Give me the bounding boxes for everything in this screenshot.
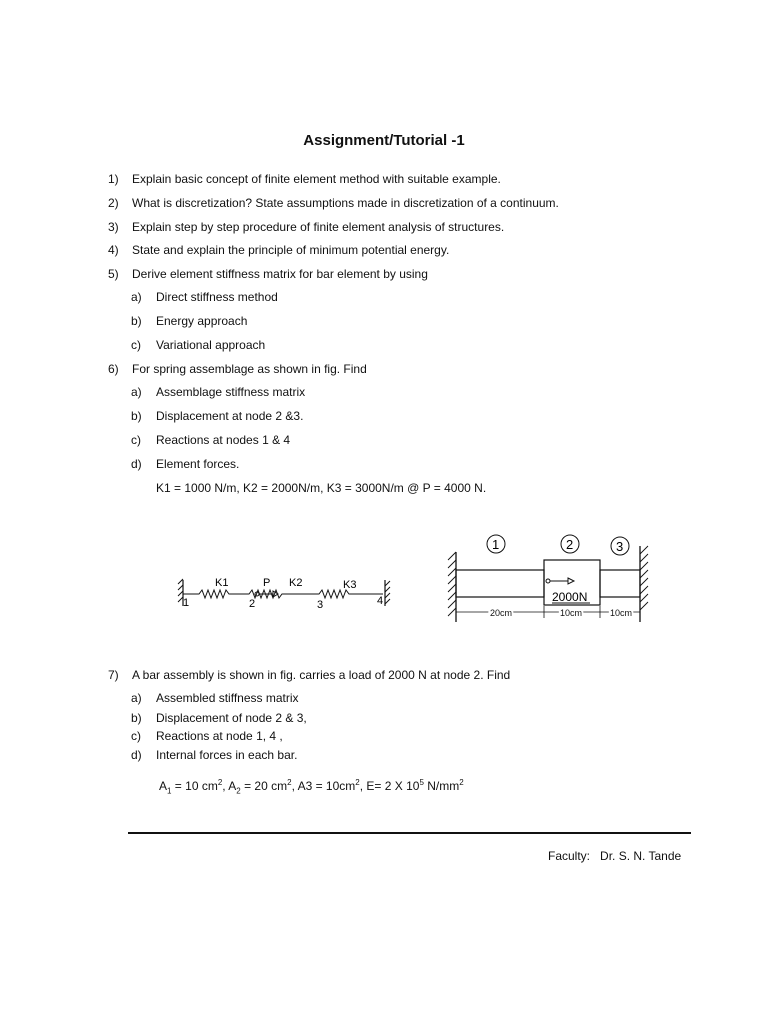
- spring-label-k1: K1: [215, 577, 229, 589]
- spring-node-3: 3: [317, 599, 324, 611]
- bar-load-label: 2000N: [552, 590, 588, 604]
- spring-label-p: P: [263, 577, 271, 589]
- spring-node-1: 1: [183, 597, 190, 609]
- question-6: 6) For spring assemblage as shown in fig. Find: [108, 362, 367, 376]
- question-7d: d) Internal forces in each bar.: [131, 748, 298, 762]
- page-title: Assignment/Tutorial -1: [303, 132, 465, 149]
- question-4: 4) State and explain the principle of minimum potential energy.: [108, 243, 450, 257]
- question-6b: b) Displacement at node 2 &3.: [131, 409, 304, 423]
- question-5c: c) Variational approach: [131, 338, 266, 352]
- bar-dimension-3: 10cm: [610, 608, 633, 618]
- question-1: 1) Explain basic concept of finite element method with suitable example.: [108, 172, 501, 186]
- question-5: 5) Derive element stiffness matrix for bar element by using: [108, 267, 428, 281]
- question-5b: b) Energy approach: [131, 314, 248, 328]
- bar-assembly-figure: [442, 530, 660, 630]
- spring-label-k2: K2: [289, 577, 303, 589]
- question-6-given: K1 = 1000 N/m, K2 = 2000N/m, K3 = 3000N/m @ P = 4000 N.: [156, 481, 487, 495]
- bar-element-3: 3: [616, 539, 624, 554]
- bar-dimension-1: 20cm: [490, 608, 513, 618]
- question-5a: a) Direct stiffness method: [131, 290, 278, 304]
- question-7b: b) Displacement of node 2 & 3,: [131, 711, 307, 725]
- spring-assemblage-figure: [175, 570, 415, 620]
- question-7: 7) A bar assembly is shown in fig. carries a load of 2000 N at node 2. Find: [108, 668, 511, 682]
- faculty-signature: Faculty: Dr. S. N. Tande: [548, 849, 682, 863]
- question-7-given: $A_1 = 10$ $cm^2$, $A_2 = 20$ $cm^2$, $A3 = 10cm^2$, E= 2 X $10^5$ $N/mm^2$: [159, 778, 464, 796]
- question-6a: a) Assemblage stiffness matrix: [131, 385, 306, 399]
- spring-label-k3: K3: [343, 579, 357, 591]
- bar-element-1: 1: [492, 537, 500, 552]
- footer-divider: [128, 832, 691, 834]
- bar-dimension-2: 10cm: [560, 608, 583, 618]
- question-7c: c) Reactions at node 1, 4 ,: [131, 729, 283, 743]
- spring-node-4: 4: [377, 595, 384, 607]
- question-7a: a) Assembled stiffness matrix: [131, 691, 299, 705]
- question-6c: c) Reactions at nodes 1 & 4: [131, 433, 291, 447]
- spring-node-2: 2: [249, 598, 256, 610]
- question-2: 2) What is discretization? State assumptions made in discretization of a continuum.: [108, 196, 559, 210]
- question-6d: d) Element forces.: [131, 457, 240, 471]
- bar-element-2: 2: [566, 537, 574, 552]
- question-3: 3) Explain step by step procedure of finite element analysis of structures.: [108, 220, 505, 234]
